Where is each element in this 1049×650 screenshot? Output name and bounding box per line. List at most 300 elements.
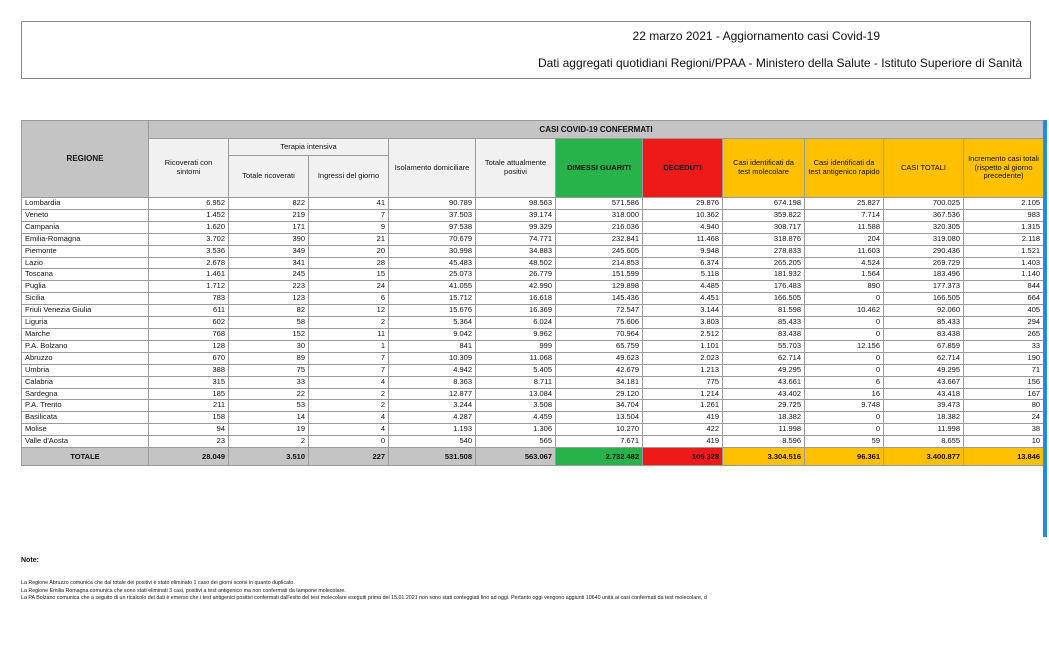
cell-value: 367.536 — [884, 209, 964, 221]
cell-value: 59 — [805, 436, 884, 448]
cell-value: 83.438 — [723, 328, 805, 340]
cell-value: 10.309 — [389, 352, 476, 364]
cell-value: 571.586 — [556, 198, 643, 210]
cell-value: 18.382 — [723, 412, 805, 424]
cell-value: 1.521 — [964, 245, 1044, 257]
cell-value: 999 — [476, 340, 556, 352]
cell-value: 49.295 — [884, 364, 964, 376]
cell-value: 5.364 — [389, 317, 476, 329]
cell-value: 3.244 — [389, 400, 476, 412]
cell-value: 783 — [149, 293, 229, 305]
cell-value: 158 — [149, 412, 229, 424]
cell-value: 1.213 — [643, 364, 723, 376]
cell-value: 181.932 — [723, 269, 805, 281]
report-header — [21, 21, 1031, 79]
col-header-totale-ricoverati: Totale ricoverati — [229, 156, 309, 198]
cell-value: 422 — [643, 424, 723, 436]
note-line: La Regione Emilia Romagna comunica che sono stati eliminati 3 casi, positivi a test antigenico ma non confermati da tampone molecolare. — [21, 587, 346, 594]
cell-value: 13.504 — [556, 412, 643, 424]
cell-value: 0 — [805, 293, 884, 305]
cell-value: 1.140 — [964, 269, 1044, 281]
region-name: Umbria — [22, 364, 149, 376]
cell-value: 45.483 — [389, 257, 476, 269]
cell-value: 9.962 — [476, 328, 556, 340]
cell-value: 97.538 — [389, 221, 476, 233]
table-row — [22, 340, 1044, 352]
cell-value: 214.853 — [556, 257, 643, 269]
cell-value: 82 — [229, 305, 309, 317]
table-edge-bar — [1043, 120, 1047, 537]
cell-value: 3.144 — [643, 305, 723, 317]
region-name: Veneto — [22, 209, 149, 221]
col-header-incremento: Incremento casi totali (rispetto al giorno precedente) — [964, 139, 1044, 198]
cell-value: 4.940 — [643, 221, 723, 233]
table-row — [22, 269, 1044, 281]
cell-value: 290.436 — [884, 245, 964, 257]
cell-value: 18.382 — [884, 412, 964, 424]
cell-value: 89 — [229, 352, 309, 364]
col-header-positivi: Totale attualmente positivi — [476, 139, 556, 198]
cell-value: 98.563 — [476, 198, 556, 210]
cell-value: 10 — [964, 436, 1044, 448]
cell-value: 28 — [309, 257, 389, 269]
table-row — [22, 400, 1044, 412]
cell-value: 43.402 — [723, 388, 805, 400]
cell-value: 6.024 — [476, 317, 556, 329]
cell-value: 1.620 — [149, 221, 229, 233]
cell-value: 34.704 — [556, 400, 643, 412]
cell-value: 4 — [309, 376, 389, 388]
cell-value: 33 — [229, 376, 309, 388]
cell-value: 419 — [643, 412, 723, 424]
total-value: 563.067 — [476, 448, 556, 466]
cell-value: 11.998 — [723, 424, 805, 436]
cell-value: 2 — [309, 317, 389, 329]
cell-value: 41 — [309, 198, 389, 210]
cell-value: 3.803 — [643, 317, 723, 329]
cell-value: 294 — [964, 317, 1044, 329]
cell-value: 42.679 — [556, 364, 643, 376]
cell-value: 90.789 — [389, 198, 476, 210]
cell-value: 844 — [964, 281, 1044, 293]
cell-value: 21 — [309, 233, 389, 245]
cell-value: 26.779 — [476, 269, 556, 281]
cell-value: 4.287 — [389, 412, 476, 424]
cell-value: 1.564 — [805, 269, 884, 281]
table-row — [22, 245, 1044, 257]
cell-value: 43.661 — [723, 376, 805, 388]
cell-value: 14 — [229, 412, 309, 424]
cell-value: 2.118 — [964, 233, 1044, 245]
table-row — [22, 352, 1044, 364]
cell-value: 1.712 — [149, 281, 229, 293]
cell-value: 185 — [149, 388, 229, 400]
region-name: Friuli Venezia Giulia — [22, 305, 149, 317]
cell-value: 232.841 — [556, 233, 643, 245]
table-row — [22, 233, 1044, 245]
cell-value: 156 — [964, 376, 1044, 388]
table-row — [22, 388, 1044, 400]
cell-value: 1.214 — [643, 388, 723, 400]
cell-value: 72.547 — [556, 305, 643, 317]
cell-value: 0 — [805, 424, 884, 436]
cell-value: 0 — [805, 364, 884, 376]
cell-value: 245.605 — [556, 245, 643, 257]
cell-value: 15 — [309, 269, 389, 281]
cell-value: 0 — [309, 436, 389, 448]
cell-value: 318.000 — [556, 209, 643, 221]
cell-value: 602 — [149, 317, 229, 329]
region-name: P.A. Trento — [22, 400, 149, 412]
cell-value: 319.080 — [884, 233, 964, 245]
cell-value: 92.060 — [884, 305, 964, 317]
total-value: 28.049 — [149, 448, 229, 466]
total-value: 13.846 — [964, 448, 1044, 466]
cell-value: 674.198 — [723, 198, 805, 210]
cell-value: 216.036 — [556, 221, 643, 233]
region-name: Sicilia — [22, 293, 149, 305]
cell-value: 700.025 — [884, 198, 964, 210]
cell-value: 6 — [805, 376, 884, 388]
cell-value: 3.508 — [476, 400, 556, 412]
cell-value: 0 — [805, 412, 884, 424]
cell-value: 20 — [309, 245, 389, 257]
cell-value: 390 — [229, 233, 309, 245]
cell-value: 11.068 — [476, 352, 556, 364]
cell-value: 3.536 — [149, 245, 229, 257]
cell-value: 223 — [229, 281, 309, 293]
cell-value: 171 — [229, 221, 309, 233]
cell-value: 71 — [964, 364, 1044, 376]
cell-value: 6.952 — [149, 198, 229, 210]
col-header-test-molecolare: Casi identificati da test molecolare — [723, 139, 805, 198]
total-value: 3.510 — [229, 448, 309, 466]
cell-value: 265 — [964, 328, 1044, 340]
cell-value: 6 — [309, 293, 389, 305]
cell-value: 822 — [229, 198, 309, 210]
cell-value: 211 — [149, 400, 229, 412]
cell-value: 12.156 — [805, 340, 884, 352]
cell-value: 38 — [964, 424, 1044, 436]
cell-value: 16 — [805, 388, 884, 400]
table-row — [22, 364, 1044, 376]
region-name: Valle d'Aosta — [22, 436, 149, 448]
cell-value: 11.468 — [643, 233, 723, 245]
cell-value: 42.990 — [476, 281, 556, 293]
cell-value: 983 — [964, 209, 1044, 221]
cell-value: 183.496 — [884, 269, 964, 281]
col-header-terapia-intensiva: Terapia intensiva — [229, 139, 389, 156]
cell-value: 4.524 — [805, 257, 884, 269]
cell-value: 75.606 — [556, 317, 643, 329]
cell-value: 81.598 — [723, 305, 805, 317]
total-value: 531.508 — [389, 448, 476, 466]
note-line: La PA Bolzano comunica che a seguito di un ricalcolo dei dati è emerso che i test antigenici positivi confermati dall'esito del test molecolare eseguiti prima del 15.01.2021 non sono stati conteggiati fino ad oggi. Pertanto oggi vengono aggiunti 10640 unità ai casi confermati da test molecolare, d — [21, 595, 707, 601]
cell-value: 265.205 — [723, 257, 805, 269]
cell-value: 318.876 — [723, 233, 805, 245]
cell-value: 70.679 — [389, 233, 476, 245]
cell-value: 6.374 — [643, 257, 723, 269]
cell-value: 5.405 — [476, 364, 556, 376]
cell-value: 37.503 — [389, 209, 476, 221]
total-label: TOTALE — [22, 448, 149, 466]
cell-value: 4 — [309, 412, 389, 424]
table-row — [22, 257, 1044, 269]
cell-value: 1.461 — [149, 269, 229, 281]
cell-value: 166.505 — [723, 293, 805, 305]
notes-section — [21, 557, 707, 603]
cell-value: 2.678 — [149, 257, 229, 269]
cell-value: 4.451 — [643, 293, 723, 305]
table-row — [22, 436, 1044, 448]
cell-value: 13.084 — [476, 388, 556, 400]
cell-value: 62.714 — [723, 352, 805, 364]
cell-value: 15.712 — [389, 293, 476, 305]
region-name: Emilia-Romagna — [22, 233, 149, 245]
table-row — [22, 424, 1044, 436]
region-name: Liguria — [22, 317, 149, 329]
cell-value: 405 — [964, 305, 1044, 317]
report-subtitle: Dati aggregati quotidiani Regioni/PPAA - Ministero della Salute - Istituto Superiore di Sanità — [537, 56, 1022, 70]
cell-value: 2 — [309, 388, 389, 400]
col-header-casi-totali: CASI TOTALI — [884, 139, 964, 198]
cell-value: 670 — [149, 352, 229, 364]
table-row — [22, 317, 1044, 329]
cell-value: 49.623 — [556, 352, 643, 364]
cell-value: 8.711 — [476, 376, 556, 388]
cell-value: 29.876 — [643, 198, 723, 210]
cell-value: 129.898 — [556, 281, 643, 293]
table-row — [22, 221, 1044, 233]
cell-value: 204 — [805, 233, 884, 245]
region-name: Sardegna — [22, 388, 149, 400]
cell-value: 1.193 — [389, 424, 476, 436]
cell-value: 152 — [229, 328, 309, 340]
region-header: REGIONE — [22, 121, 149, 198]
cell-value: 841 — [389, 340, 476, 352]
cell-value: 219 — [229, 209, 309, 221]
cell-value: 664 — [964, 293, 1044, 305]
total-value: 2.732.482 — [556, 448, 643, 466]
cell-value: 23 — [149, 436, 229, 448]
cell-value: 30 — [229, 340, 309, 352]
cell-value: 11 — [309, 328, 389, 340]
cell-value: 8.655 — [884, 436, 964, 448]
cell-value: 388 — [149, 364, 229, 376]
region-name: Piemonte — [22, 245, 149, 257]
cell-value: 39.473 — [884, 400, 964, 412]
cell-value: 99.329 — [476, 221, 556, 233]
cell-value: 83.438 — [884, 328, 964, 340]
cell-value: 12 — [309, 305, 389, 317]
cell-value: 0 — [805, 328, 884, 340]
region-name: Marche — [22, 328, 149, 340]
cell-value: 3.702 — [149, 233, 229, 245]
cell-value: 85.433 — [884, 317, 964, 329]
cell-value: 4.485 — [643, 281, 723, 293]
cell-value: 7.671 — [556, 436, 643, 448]
cell-value: 1.261 — [643, 400, 723, 412]
cell-value: 43.418 — [884, 388, 964, 400]
col-header-ricoverati: Ricoverati con sintomi — [149, 139, 229, 198]
cell-value: 33 — [964, 340, 1044, 352]
table-row — [22, 305, 1044, 317]
cell-value: 29.120 — [556, 388, 643, 400]
notes-label: Note: — [21, 557, 39, 564]
table-row — [22, 376, 1044, 388]
table-row — [22, 293, 1044, 305]
total-value: 3.400.877 — [884, 448, 964, 466]
region-name: Toscana — [22, 269, 149, 281]
region-name: Campania — [22, 221, 149, 233]
cell-value: 22 — [229, 388, 309, 400]
table-row — [22, 328, 1044, 340]
cell-value: 10.270 — [556, 424, 643, 436]
cell-value: 2 — [309, 400, 389, 412]
cell-value: 5.118 — [643, 269, 723, 281]
cell-value: 11.603 — [805, 245, 884, 257]
col-header-dimessi: DIMESSI GUARITI — [556, 139, 643, 198]
cell-value: 2.023 — [643, 352, 723, 364]
cell-value: 359.822 — [723, 209, 805, 221]
table-main-title: CASI COVID-19 CONFERMATI — [149, 121, 1044, 139]
cell-value: 34.883 — [476, 245, 556, 257]
cell-value: 10.462 — [805, 305, 884, 317]
cell-value: 1.452 — [149, 209, 229, 221]
cell-value: 80 — [964, 400, 1044, 412]
cell-value: 34.181 — [556, 376, 643, 388]
cell-value: 320.305 — [884, 221, 964, 233]
cell-value: 9.042 — [389, 328, 476, 340]
cell-value: 41.055 — [389, 281, 476, 293]
cell-value: 58 — [229, 317, 309, 329]
total-value: 227 — [309, 448, 389, 466]
cell-value: 176.483 — [723, 281, 805, 293]
region-name: P.A. Bolzano — [22, 340, 149, 352]
cell-value: 1.306 — [476, 424, 556, 436]
cell-value: 53 — [229, 400, 309, 412]
covid-cases-table — [21, 120, 1044, 466]
region-name: Basilicata — [22, 412, 149, 424]
col-header-ingressi: Ingressi del giorno — [309, 156, 389, 198]
cell-value: 177.373 — [884, 281, 964, 293]
table-body — [22, 198, 1044, 448]
table-row — [22, 209, 1044, 221]
cell-value: 2.105 — [964, 198, 1044, 210]
region-name: Lombardia — [22, 198, 149, 210]
cell-value: 9.748 — [805, 400, 884, 412]
table-row — [22, 281, 1044, 293]
cell-value: 190 — [964, 352, 1044, 364]
total-row — [22, 448, 1044, 466]
cell-value: 7 — [309, 209, 389, 221]
cell-value: 2.512 — [643, 328, 723, 340]
col-header-test-antigenico: Casi identificati da test antigenico rapido — [805, 139, 884, 198]
cell-value: 9.948 — [643, 245, 723, 257]
cell-value: 123 — [229, 293, 309, 305]
cell-value: 565 — [476, 436, 556, 448]
cell-value: 85.433 — [723, 317, 805, 329]
cell-value: 308.717 — [723, 221, 805, 233]
region-name: Lazio — [22, 257, 149, 269]
cell-value: 2 — [229, 436, 309, 448]
region-name: Calabria — [22, 376, 149, 388]
cell-value: 9 — [309, 221, 389, 233]
cell-value: 151.599 — [556, 269, 643, 281]
cell-value: 16.369 — [476, 305, 556, 317]
cell-value: 419 — [643, 436, 723, 448]
cell-value: 15.676 — [389, 305, 476, 317]
cell-value: 39.174 — [476, 209, 556, 221]
cell-value: 8.363 — [389, 376, 476, 388]
report-title: 22 marzo 2021 - Aggiornamento casi Covid-19 — [632, 29, 880, 43]
cell-value: 70.964 — [556, 328, 643, 340]
cell-value: 0 — [805, 352, 884, 364]
region-name: Puglia — [22, 281, 149, 293]
cell-value: 167 — [964, 388, 1044, 400]
cell-value: 1 — [309, 340, 389, 352]
cell-value: 4.459 — [476, 412, 556, 424]
cell-value: 25.827 — [805, 198, 884, 210]
cell-value: 775 — [643, 376, 723, 388]
cell-value: 11.588 — [805, 221, 884, 233]
cell-value: 1.315 — [964, 221, 1044, 233]
cell-value: 278.833 — [723, 245, 805, 257]
cell-value: 94 — [149, 424, 229, 436]
cell-value: 245 — [229, 269, 309, 281]
cell-value: 49.295 — [723, 364, 805, 376]
cell-value: 16.618 — [476, 293, 556, 305]
table-row — [22, 412, 1044, 424]
cell-value: 24 — [964, 412, 1044, 424]
total-value: 105.328 — [643, 448, 723, 466]
cell-value: 540 — [389, 436, 476, 448]
cell-value: 611 — [149, 305, 229, 317]
cell-value: 128 — [149, 340, 229, 352]
cell-value: 166.505 — [884, 293, 964, 305]
region-name: Molise — [22, 424, 149, 436]
cell-value: 269.729 — [884, 257, 964, 269]
cell-value: 25.073 — [389, 269, 476, 281]
region-name: Abruzzo — [22, 352, 149, 364]
covid-table-container — [21, 120, 1043, 466]
cell-value: 145.436 — [556, 293, 643, 305]
cell-value: 890 — [805, 281, 884, 293]
cell-value: 768 — [149, 328, 229, 340]
cell-value: 43.667 — [884, 376, 964, 388]
cell-value: 7 — [309, 352, 389, 364]
cell-value: 24 — [309, 281, 389, 293]
col-header-isolamento: Isolamento domiciliare — [389, 139, 476, 198]
cell-value: 75 — [229, 364, 309, 376]
cell-value: 55.703 — [723, 340, 805, 352]
cell-value: 11.998 — [884, 424, 964, 436]
cell-value: 1.403 — [964, 257, 1044, 269]
cell-value: 1.101 — [643, 340, 723, 352]
total-value: 3.304.516 — [723, 448, 805, 466]
cell-value: 62.714 — [884, 352, 964, 364]
cell-value: 0 — [805, 317, 884, 329]
cell-value: 7 — [309, 364, 389, 376]
cell-value: 4 — [309, 424, 389, 436]
cell-value: 341 — [229, 257, 309, 269]
cell-value: 4.942 — [389, 364, 476, 376]
cell-value: 30.998 — [389, 245, 476, 257]
cell-value: 10.362 — [643, 209, 723, 221]
cell-value: 7.714 — [805, 209, 884, 221]
cell-value: 12.877 — [389, 388, 476, 400]
cell-value: 29.725 — [723, 400, 805, 412]
